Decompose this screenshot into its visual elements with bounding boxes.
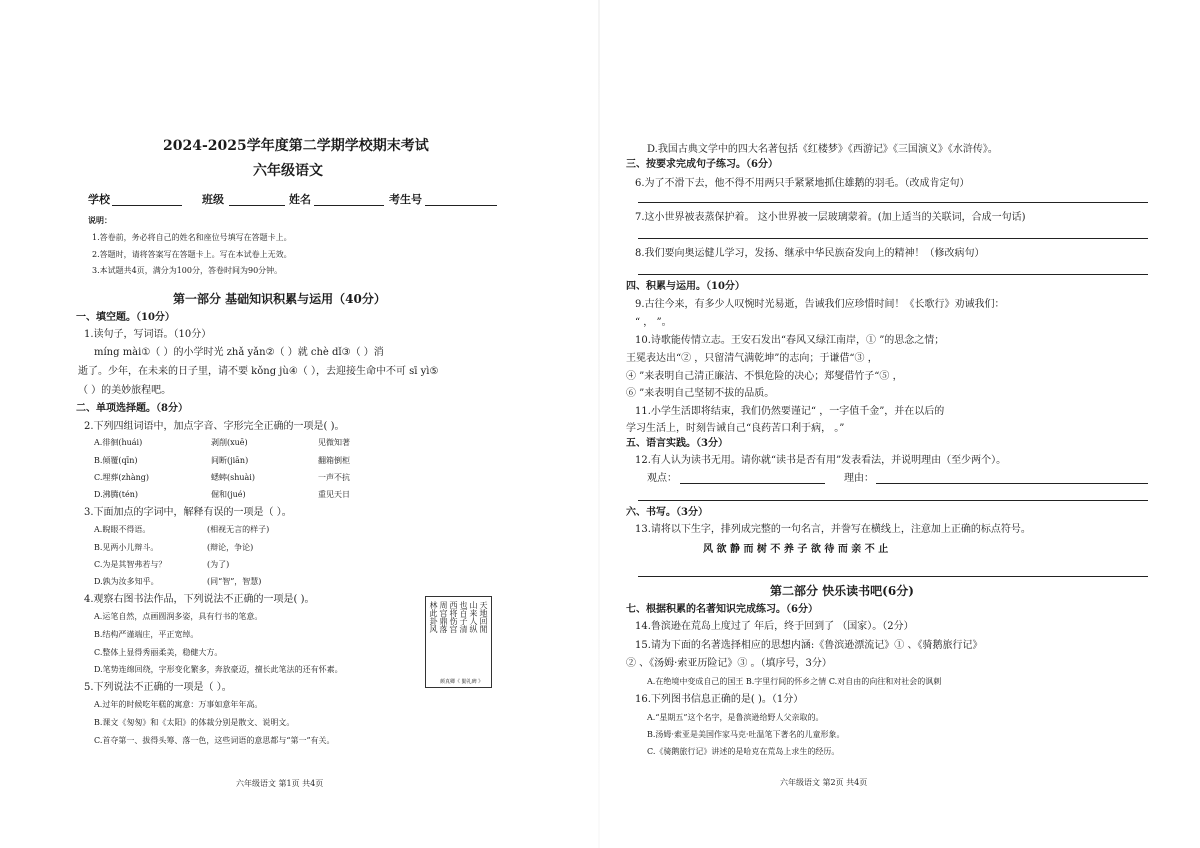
note-2: 2.答题时，请将答案写在答题卡上。写在本试卷上无效。	[92, 250, 292, 259]
q10-line-2[interactable]: 王冕表达出“② ，只留清气满乾坤”的志向；于谦借“③ ，	[626, 353, 878, 364]
q16-option-c[interactable]: C.《骑鹅旅行记》讲述的是哈克在荒岛上求生的经历。	[647, 747, 840, 756]
q3-option-a-gloss: (相视无言的样子)	[207, 525, 270, 534]
calligraphy-col-5: 周宫鼎落	[439, 601, 448, 633]
q2-option-d[interactable]: D.沸腾(tén)	[94, 490, 139, 499]
q16-option-a[interactable]: A.“星期五”这个名字，是鲁滨逊给野人父亲取的。	[647, 713, 824, 722]
note-3: 3.本试题共4页，满分为100分，答卷时间为90分钟。	[92, 266, 283, 275]
q6-text: 6.为了不滑下去，他不得不用两只手紧紧地抓住雄鹅的羽毛。（改成肯定句）	[635, 178, 970, 189]
q5-stem: 5.下列说法不正确的一项是（ ）。	[84, 682, 232, 693]
q11-line-1[interactable]: 11.小学生活即将结束，我们仍然要谨记“ ，一字值千金”，并在以后的	[635, 406, 945, 417]
left-footer: 六年级语文 第1页 共4页	[236, 779, 324, 788]
q13-answer-line[interactable]	[638, 576, 1148, 577]
q16-option-b[interactable]: B.汤姆·索亚是美国作家马克·吐温笔下著名的儿童形象。	[647, 730, 845, 739]
q1-line-1: míng mài①（ ）的小学时光 zhǎ yǎn②（ ）就 chè dǐ③（ ）消	[94, 347, 384, 358]
exam-no-blank[interactable]	[425, 205, 497, 206]
exam-no-label: 考生号	[389, 193, 422, 206]
q3-option-b[interactable]: B.见两小儿辩斗。	[94, 543, 159, 552]
part1-title: 第一部分 基础知识积累与运用（40分）	[173, 292, 386, 306]
q2-option-b-word3: 翻箱倒柜	[318, 456, 350, 465]
q4-stem: 4.观察右图书法作品，下列说法不正确的一项是( )。	[84, 594, 315, 605]
q3-option-c-gloss: (为了)	[207, 560, 230, 569]
q2-stem: 2.下列四组词语中，加点字音、字形完全正确的一项是( )。	[84, 421, 345, 432]
right-footer: 六年级语文 第2页 共4页	[780, 778, 868, 787]
q15-line-2[interactable]: ② 、《汤姆·索亚历险记》③ 。（填序号，3分）	[626, 658, 832, 669]
q9-line-1: 9.古往今来，有多少人叹惋时光易逝，告诫我们应珍惜时间！《长歌行》劝诫我们：	[635, 299, 1005, 310]
q12-text: 12.有人认为读书无用。请你就“读书是否有用”发表看法，并说明理由（至少两个）。	[635, 455, 1007, 466]
school-label: 学校	[88, 193, 110, 206]
q5-option-b[interactable]: B.课文《匆匆》和《太阳》的体裁分别是散文、说明文。	[94, 718, 295, 727]
q13-text: 13.请将以下生字，排列成完整的一句名言，并誊写在横线上，注意加上正确的标点符号。	[635, 524, 1031, 535]
section6-title: 六、书写。（3分）	[626, 507, 708, 518]
section4-title: 四、积累与运用。（10分）	[626, 281, 745, 292]
q4-option-b[interactable]: B.结构严谨端庄，平正宽绰。	[94, 630, 199, 639]
q2-option-a[interactable]: A.徘徊(huái)	[94, 438, 143, 447]
q2-option-c[interactable]: C.埋葬(zhàng)	[94, 473, 150, 482]
calligraphy-col-4: 西将伤宫	[449, 601, 458, 633]
calligraphy-figure	[425, 596, 492, 688]
q2-option-b-word2: 间断(jiān)	[211, 456, 249, 465]
calligraphy-col-1: 天地回閒	[479, 601, 488, 633]
part2-title: 第二部分 快乐读书吧(6分)	[770, 584, 914, 598]
q5-option-c[interactable]: C.首夺第一、拔得头筹、落一色，这些词语的意思都与“第一”有关。	[94, 736, 335, 745]
q3-option-a[interactable]: A.睨眼不得语。	[94, 525, 151, 534]
q8-text: 8.我们要向奥运健儿学习，发扬、继承中华民族奋发向上的精神！（修改病句）	[635, 248, 985, 259]
section1-title: 一、填空题。（10分）	[76, 312, 175, 323]
note-1: 1.答卷前，务必将自己的姓名和座位号填写在答题卡上。	[92, 233, 292, 242]
q10-line-4[interactable]: ⑥ ”来表明自己坚韧不拔的品质。	[626, 388, 775, 399]
exam-subtitle: 六年级语文	[253, 163, 323, 179]
q4-option-d[interactable]: D.笔势连绵回绕，字形变化繁多，奔放豪迈，擅长此笔法的还有怀素。	[94, 665, 343, 674]
q3-option-d-gloss: (同“智”，智慧)	[207, 577, 262, 586]
class-label: 班级	[202, 193, 224, 206]
calligraphy-caption: 颜真卿《 勤礼碑 》	[440, 679, 484, 685]
q10-line-3[interactable]: ④ ”来表明自己清正廉洁、不惧危险的决心；郑燮借竹子“⑤ ，	[626, 371, 903, 382]
q15-line-1[interactable]: 15.请为下面的名著选择相应的思想内涵:《鲁滨逊漂流记》① 、《骑鹅旅行记》	[635, 640, 983, 651]
q2-option-a-word3: 见微知著	[318, 438, 350, 447]
q2-option-c-word2: 蟋蟀(shuài)	[211, 473, 255, 482]
calligraphy-col-3: 也百子清	[459, 601, 468, 633]
q12-reason-blank[interactable]	[876, 483, 1148, 484]
q12-viewpoint-label: 观点：	[647, 473, 677, 484]
calligraphy-col-2: 山来人纵	[469, 601, 478, 633]
q12-viewpoint-blank[interactable]	[680, 483, 825, 484]
class-blank[interactable]	[229, 205, 285, 206]
q3-stem: 3.下面加点的字词中，解释有误的一项是（ ）。	[84, 507, 292, 518]
q12-reason-blank-2[interactable]	[638, 500, 1148, 501]
section3-title: 三、按要求完成句子练习。（6分）	[626, 159, 778, 170]
q6-answer-line[interactable]	[638, 202, 1148, 203]
q2-option-b[interactable]: B.倾覆(qīn)	[94, 456, 138, 465]
q8-answer-line[interactable]	[638, 274, 1148, 275]
q5-option-d[interactable]: D.我国古典文学中的四大名著包括《红楼梦》《西游记》《三国演义》《水浒传》。	[647, 144, 998, 155]
section2-title: 二、单项选择题。（8分）	[76, 403, 188, 414]
q12-reason-label: 理由：	[844, 473, 874, 484]
exam-title: 2024-2025学年度第二学期学校期末考试	[163, 138, 429, 154]
section7-title: 七、根据积累的名著知识完成练习。（6分）	[626, 604, 818, 615]
q14-text[interactable]: 14.鲁滨逊在荒岛上度过了 年后，终于回到了 （国家）。（2分）	[635, 621, 914, 632]
q3-option-d[interactable]: D.孰为汝多知乎。	[94, 577, 159, 586]
name-blank[interactable]	[314, 205, 384, 206]
notes-title: 说明：	[88, 215, 112, 225]
calligraphy-col-6: 林此卦风	[429, 601, 438, 633]
q3-option-b-gloss: (辩论，争论)	[207, 543, 254, 552]
q4-option-a[interactable]: A.运笔自然，点画圆润多姿，具有行书的笔意。	[94, 612, 263, 621]
q16-stem: 16.下列图书信息正确的是( )。（1分）	[635, 694, 804, 705]
q10-line-1[interactable]: 10.诗歌能传情立志。王安石发出“春风又绿江南岸，① ”的思念之情；	[635, 335, 945, 346]
q2-option-d-word2: 倔和(jué)	[211, 490, 246, 499]
q11-line-2[interactable]: 学习生活上，时刻告诫自己“良药苦口利于病， 。”	[626, 423, 845, 434]
q13-characters: 风 欲 静 而 树 不 养 子 欲 待 而 亲 不 止	[703, 544, 889, 555]
q2-option-a-word2: 剥削(xuē)	[211, 438, 248, 447]
q1-line-3: （ ）的美妙旅程吧。	[78, 385, 172, 396]
q4-option-c[interactable]: C.整体上显得秀丽柔美，稳健大方。	[94, 648, 223, 657]
right-page	[600, 0, 1200, 848]
q1-line-2: 逝了。少年，在未来的日子里，请不要 kǒng jù④（ ），去迎接生命中不可 sī yì⑤	[78, 366, 439, 377]
q15-choices: A.在绝境中变成自己的国王 B.字里行间的怀乡之情 C.对自由的向往和对社会的讽刺	[647, 677, 942, 686]
section5-title: 五、语言实践。（3分）	[626, 438, 728, 449]
q9-line-2[interactable]: “ ， ”。	[635, 317, 672, 328]
school-blank[interactable]	[112, 205, 182, 206]
q3-option-c[interactable]: C.为是其智弗若与？	[94, 560, 167, 569]
q2-option-c-word3: 一声不抗	[318, 473, 350, 482]
name-label: 姓名	[289, 193, 311, 206]
q5-option-a[interactable]: A.过年的时候吃年糕的寓意：万事如意年年高。	[94, 700, 263, 709]
q1-stem: 1.读句子，写词语。（10分）	[84, 329, 212, 340]
q7-text: 7.这小世界被表蒸保护着。 这小世界被一层玻璃蒙着。(加上适当的关联词，合成一句话)	[635, 212, 1026, 223]
q7-answer-line[interactable]	[638, 238, 1148, 239]
q2-option-d-word3: 重见天日	[318, 490, 350, 499]
